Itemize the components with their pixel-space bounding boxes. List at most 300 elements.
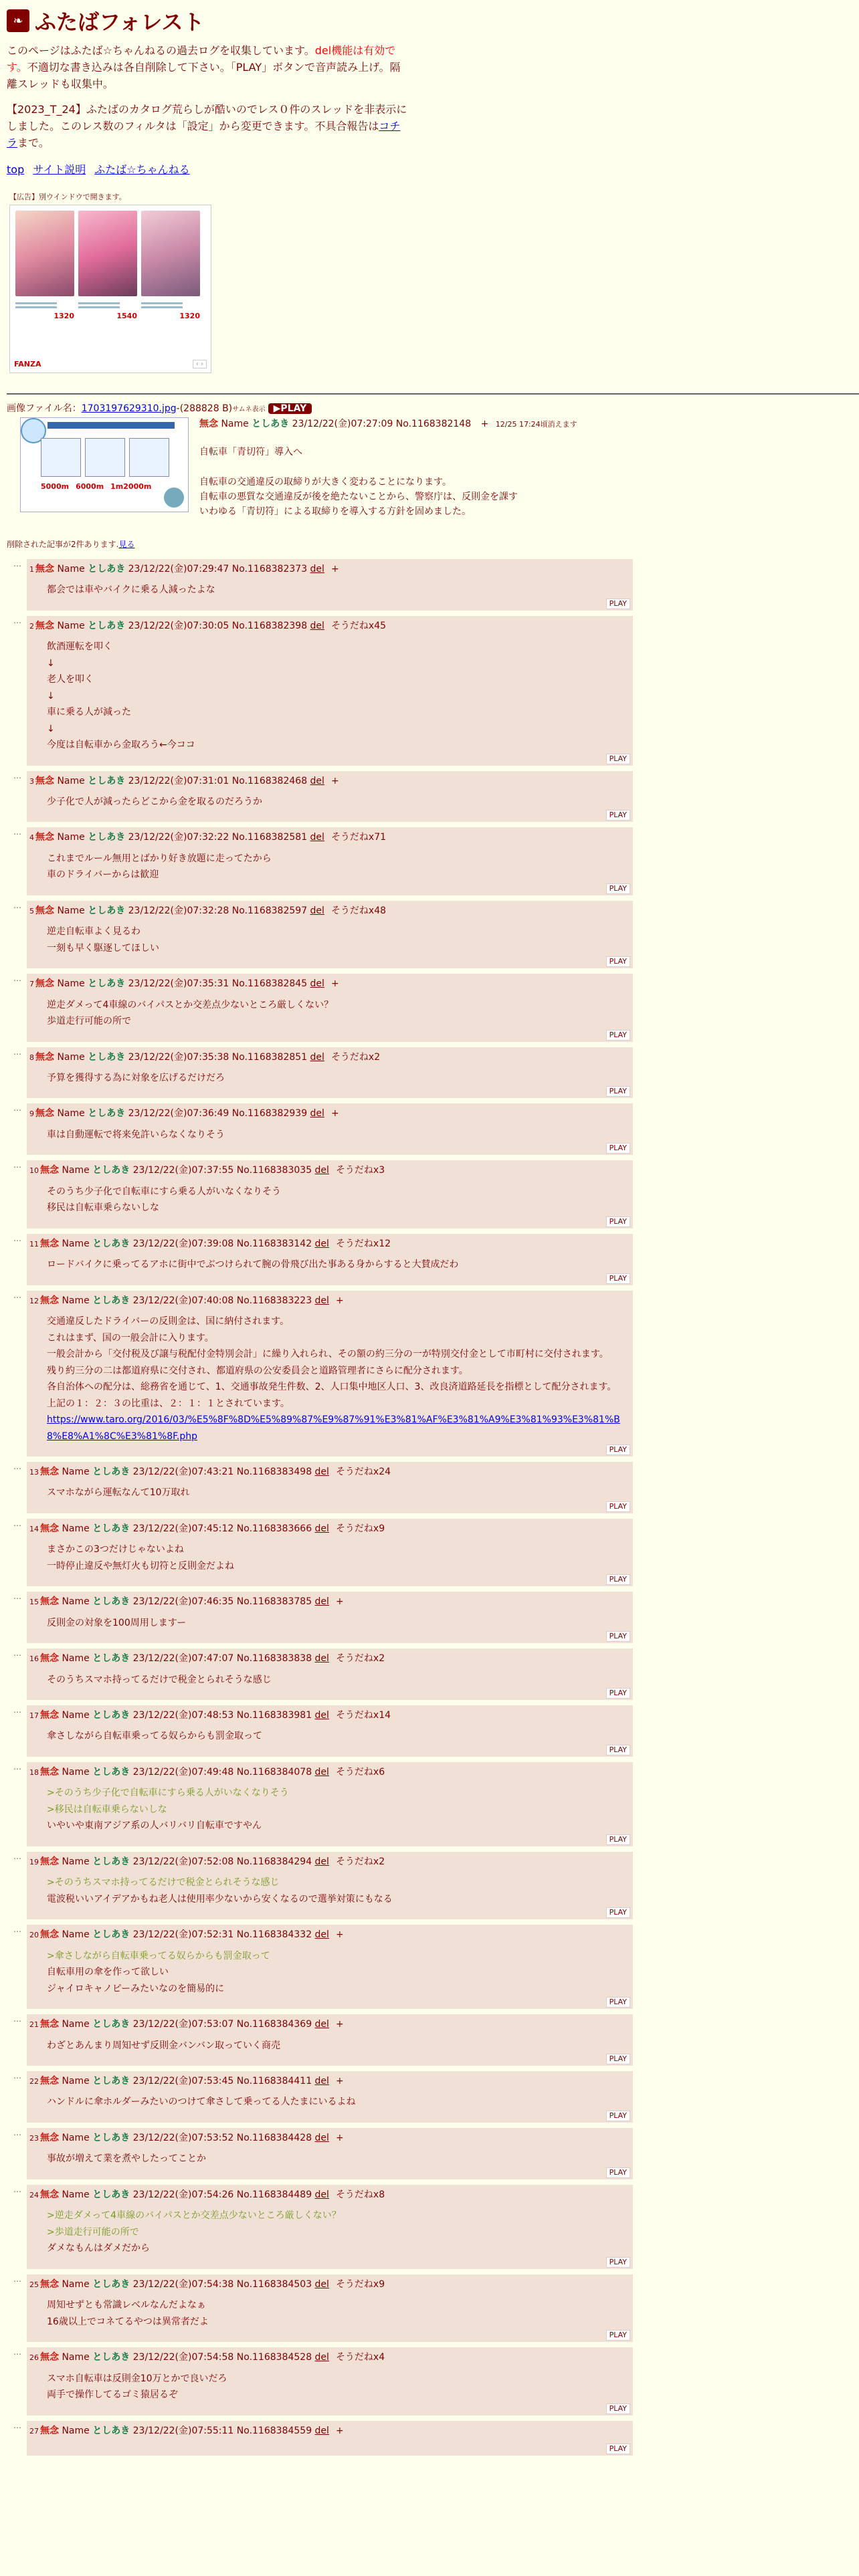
del-link[interactable]: del (310, 978, 324, 990)
reply-number: 21 (29, 2020, 39, 2030)
reply (13, 1519, 852, 1586)
reply-body (27, 2128, 633, 2179)
reply (13, 559, 852, 611)
play-button[interactable]: PLAY (606, 2330, 630, 2341)
reply-body (27, 1462, 633, 1513)
reply-gap (7, 822, 852, 827)
reply-header (29, 562, 628, 576)
reply-name: としあき (92, 1856, 130, 1867)
del-link[interactable]: del (314, 2019, 329, 2030)
report-link[interactable]: コチラ (7, 120, 401, 149)
reply-text (47, 924, 628, 956)
reply-gap (7, 1846, 852, 1852)
reply-subject: 無念 (35, 563, 54, 574)
ad-brand[interactable]: FANZA (14, 359, 41, 368)
reply-name-label: Name (59, 2019, 93, 2030)
reply-text (47, 794, 628, 811)
sodane-button[interactable]: そうだねx2 (330, 1051, 381, 1063)
op-thumbnail[interactable] (20, 417, 189, 512)
reply-line: 反則金の対象を100周用しますー (47, 1617, 187, 1628)
reply-body (27, 1234, 633, 1285)
del-link[interactable]: del (314, 1596, 329, 1608)
reply-gap (7, 2179, 852, 2185)
ad-images (10, 205, 211, 299)
reply-header (29, 2131, 628, 2145)
play-button[interactable]: PLAY (606, 1444, 630, 1455)
reply-header (29, 1237, 628, 1251)
reply-name-label: Name (54, 832, 88, 843)
op-name: としあき (252, 418, 290, 429)
play-button[interactable]: PLAY (606, 2167, 630, 2178)
del-link[interactable]: del (314, 1653, 329, 1665)
del-link[interactable]: del (314, 2189, 329, 2200)
sodane-button[interactable]: そうだねx8 (335, 2189, 385, 2200)
play-button[interactable]: PLAY (606, 1574, 630, 1585)
del-link[interactable]: del (314, 2132, 329, 2143)
reply-subject: 無念 (35, 1108, 54, 1119)
ad-label: 【広告】別ウインドウで開きます。 (9, 192, 126, 201)
reply-subject: 無念 (35, 775, 54, 786)
del-link[interactable]: del (314, 1467, 329, 1478)
sodane-button[interactable]: そうだねx9 (335, 2278, 385, 2290)
del-link[interactable]: del (314, 1238, 329, 1249)
reply-gap (7, 1098, 852, 1103)
reply-gap (7, 1513, 852, 1519)
play-button[interactable]: PLAY (606, 1030, 630, 1041)
del-link[interactable]: del (310, 775, 324, 786)
reply-gap (7, 1285, 852, 1291)
play-button[interactable]: PLAY (606, 1086, 630, 1097)
reply-gap (7, 2342, 852, 2347)
reply-dots: … (13, 615, 21, 625)
sodane-button[interactable]: そうだねx14 (335, 1710, 391, 1721)
reply-header (29, 1765, 628, 1780)
sodane-button[interactable]: + (335, 1596, 344, 1608)
sodane-button[interactable]: + (335, 1295, 344, 1306)
op-subject: 無念 (199, 418, 218, 429)
reply-number: 16 (29, 1654, 39, 1664)
reply-text (47, 2297, 628, 2330)
ad-banner[interactable] (9, 205, 211, 373)
thumb-note: サムネ表示 (232, 405, 266, 413)
play-button[interactable]: PLAY (606, 1745, 630, 1755)
ad-image[interactable] (141, 211, 200, 296)
reply-header (29, 1293, 628, 1308)
reply-name-label: Name (59, 1523, 93, 1534)
op-line: 自転車の交通違反の取締りが大きく変わることになります。 (199, 476, 452, 488)
play-button[interactable]: PLAY (606, 2444, 630, 2454)
op-file-link[interactable]: 1703197629310.jpg (81, 403, 177, 414)
reply-line: 逆走自転車よく見るわ (47, 926, 140, 938)
reply-line: 車のドライバーからは歓迎 (47, 869, 159, 881)
del-link[interactable]: del (310, 905, 324, 916)
reply-text (47, 1728, 628, 1745)
reply-text (47, 2094, 628, 2111)
reply-name: としあき (92, 1653, 130, 1665)
reply-dots: … (13, 1518, 21, 1528)
sodane-button[interactable]: + (335, 2076, 344, 2087)
del-link[interactable]: del (314, 1766, 329, 1778)
reply-body (27, 901, 633, 968)
reply-name-label: Name (59, 1653, 93, 1665)
reply-gap (7, 1757, 852, 1762)
reply-dots: … (13, 1233, 21, 1243)
play-button[interactable]: PLAY (606, 956, 630, 967)
reply-line: いやいや東南アジア系の人バリバリ自転車ですやん (47, 1820, 262, 1832)
play-button[interactable]: PLAY (606, 883, 630, 894)
del-link[interactable]: del (314, 1710, 329, 1721)
reply-datetime: 23/12/22(金)07:54:38 No.1168384503 (130, 2278, 315, 2290)
play-button[interactable]: PLAY (606, 1834, 630, 1845)
reply-gap (7, 766, 852, 771)
reply-header (29, 976, 628, 991)
reply (13, 974, 852, 1041)
del-link[interactable]: del (314, 2352, 329, 2363)
reply-datetime: 23/12/22(金)07:53:45 No.1168384411 (130, 2076, 315, 2087)
thumb-avatar-icon (164, 488, 184, 508)
reply-datetime: 23/12/22(金)07:54:26 No.1168384489 (130, 2189, 315, 2200)
reply-text (47, 582, 628, 599)
reply (13, 2274, 852, 2342)
reply-subject: 無念 (35, 905, 54, 916)
reply-line: 逆走ダメって4車線のバイパスとか交差点少ないところ厳しくない？ (47, 999, 334, 1010)
sodane-button[interactable]: + (335, 2425, 344, 2436)
ad-image[interactable] (78, 211, 137, 296)
play-button[interactable]: PLAY (606, 1997, 630, 2008)
play-button[interactable]: PLAY (606, 1143, 630, 1154)
quote-line: >そのうちスマホ持ってるだけで税金とられそうな感じ (47, 1877, 280, 1889)
reply-subject: 無念 (40, 2425, 59, 2436)
reply-header (29, 2074, 628, 2088)
del-link[interactable]: del (310, 620, 324, 631)
reply-line: 残り約三分の二は都道府県に交付され、都道府県の公安委員会と道路管理者にさらに配分されます。 (47, 1365, 468, 1376)
show-deleted-link[interactable]: 見る (118, 539, 135, 549)
sodane-button[interactable]: そうだねx45 (330, 620, 387, 631)
op-sodane-button[interactable]: + (480, 418, 489, 429)
reply-subject: 無念 (40, 1295, 59, 1306)
sodane-button[interactable]: + (330, 1108, 339, 1119)
reply-datetime: 23/12/22(金)07:35:38 No.1168382851 (125, 1051, 310, 1063)
reply-gap (7, 1155, 852, 1160)
reply-name-label: Name (59, 1165, 93, 1176)
reply-text (47, 1948, 628, 1998)
sodane-button[interactable]: そうだねx24 (335, 1467, 391, 1478)
sodane-button[interactable]: + (335, 2019, 344, 2030)
reply-line: 一般会計から「交付税及び譲与税配付金特別会計」に繰り入れられ、その額の約三分の一が特別交付金として市町村に交付されます。 (47, 1349, 609, 1360)
reply-list (7, 559, 852, 2461)
reply-gap (7, 1042, 852, 1047)
reply-name: としあき (92, 2352, 130, 2363)
file-size: -(288828 B) (176, 403, 233, 414)
ad-nav[interactable]: ‹ › (193, 360, 207, 368)
reply-header (29, 1651, 628, 1666)
reply (13, 2128, 852, 2179)
reply-line: 自転車用の傘を作って欲しい (47, 1967, 169, 1978)
sodane-button[interactable]: そうだねx4 (335, 2352, 385, 2363)
reply-header (29, 1465, 628, 1479)
ad-title[interactable] (15, 300, 74, 310)
reply-datetime: 23/12/22(金)07:45:12 No.1168383666 (130, 1523, 315, 1534)
reply-text (47, 2371, 628, 2403)
op-expire: 12/25 17:24頃消えます (495, 419, 577, 429)
ad-image[interactable] (15, 211, 74, 296)
reply-line: 交通違反したドライバーの反則金は、国に納付されます。 (47, 1316, 290, 1327)
reply-subject: 無念 (35, 1051, 54, 1063)
del-link[interactable]: del (310, 563, 324, 574)
sodane-button[interactable]: + (330, 978, 339, 990)
thumb-fine: 1m2000m (110, 481, 152, 491)
reply-subject: 無念 (40, 2076, 59, 2087)
reply-subject: 無念 (40, 2019, 59, 2030)
reply-name: としあき (88, 775, 126, 786)
play-button[interactable]: PLAY (606, 1273, 630, 1284)
play-button[interactable]: PLAY (606, 2403, 630, 2414)
reply-gap (7, 1700, 852, 1705)
reply-dots: … (13, 974, 21, 984)
reply-dots: … (13, 1047, 21, 1057)
reply-name: としあき (92, 2189, 130, 2200)
play-button[interactable]: PLAY (606, 810, 630, 821)
reply-text (47, 639, 628, 754)
reply-line: 両手で操作してるゴミ猿居るぞ (47, 2389, 178, 2400)
reply-header (29, 2424, 628, 2438)
sodane-button[interactable]: そうだねx2 (335, 1856, 385, 1867)
reply-dots: … (13, 900, 21, 910)
reply-body (27, 1103, 633, 1155)
reply-name: としあき (92, 2425, 130, 2436)
reply-subject: 無念 (40, 1467, 59, 1478)
sodane-button[interactable]: そうだねx6 (335, 1766, 385, 1778)
sodane-button[interactable]: + (335, 2132, 344, 2143)
reply-text (47, 1184, 628, 1216)
sodane-button[interactable]: そうだねx3 (335, 1165, 385, 1176)
del-link[interactable]: del (314, 1165, 329, 1176)
reply-name-label: Name (59, 1238, 93, 1249)
sodane-button[interactable]: + (330, 775, 339, 786)
del-link[interactable]: del (310, 1051, 324, 1063)
reply-text (47, 1615, 628, 1632)
top-link[interactable]: top (7, 163, 25, 176)
del-link[interactable]: del (314, 2076, 329, 2087)
reply-body (27, 1519, 633, 1586)
reply-url-link[interactable]: https://www.taro.org/2016/03/%E5%8F%8D%E5%89%87%E9%87%91%E3%81%AF%E3%81%A9%E3%81%93%E3%81%B8%E8%A1%8C%E3%81%8F.php (47, 1414, 620, 1442)
futaba-logo-icon[interactable]: ❧ (7, 9, 29, 32)
reply-subject: 無念 (40, 1856, 59, 1867)
reply-number: 8 (29, 1053, 34, 1062)
reply (13, 2347, 852, 2415)
intro-text: このページはふたば☆ちゃんねるの過去ログを収集しています。 (7, 44, 315, 57)
reply-line: 車は自動運転で将来免許いらなくなりそう (47, 1129, 225, 1140)
sodane-button[interactable]: + (335, 1929, 344, 1941)
reply-line: ダメなもんはダメだから (47, 2243, 150, 2254)
reply-line: 一時停止違反や無灯火も切符と反則金だよね (47, 1560, 234, 1572)
reply-dots: … (13, 1290, 21, 1300)
play-button[interactable]: PLAY (606, 599, 630, 609)
reply-dots: … (13, 2347, 21, 2357)
reply-datetime: 23/12/22(金)07:48:53 No.1168383981 (130, 1710, 315, 1721)
reply-number: 27 (29, 2426, 39, 2436)
site-header (7, 5, 852, 36)
play-button[interactable]: PLAY (606, 754, 630, 764)
reply-gap (7, 1919, 852, 1925)
del-link[interactable]: del (310, 832, 324, 843)
reply-datetime: 23/12/22(金)07:55:11 No.1168384559 (130, 2425, 315, 2436)
reply-line: 少子化で人が減ったらどこから金を取るのだろうか (47, 796, 262, 807)
reply-number: 15 (29, 1598, 39, 1607)
reply-line: 16歳以上でコネてるやつは異常者だよ (47, 2316, 209, 2327)
reply-datetime: 23/12/22(金)07:46:35 No.1168383785 (130, 1596, 315, 1608)
reply-number: 5 (29, 906, 34, 916)
quote-line: >移民は自転車乗らないしな (47, 1804, 167, 1815)
reply-name-label: Name (54, 978, 88, 990)
op-datetime: 23/12/22(金)07:27:09 No.1168382148 (292, 418, 472, 429)
reply-name: としあき (92, 1596, 130, 1608)
thumb-fines (41, 482, 151, 491)
reply-line: スマホ自転車は反則金10万とかで良いだろ (47, 2373, 227, 2384)
reply-dots: … (13, 558, 21, 568)
reply-number: 18 (29, 1767, 39, 1777)
top-links (7, 161, 852, 177)
ad-title[interactable] (141, 300, 200, 310)
reply-number: 7 (29, 980, 34, 989)
reply-name-label: Name (59, 1295, 93, 1306)
del-link[interactable]: del (314, 1523, 329, 1534)
reply-header (29, 903, 628, 918)
reply-datetime: 23/12/22(金)07:32:28 No.1168382597 (125, 905, 310, 916)
del-link[interactable]: del (310, 1108, 324, 1119)
divider (7, 393, 859, 395)
op-line: いわゆる「青切符」による取締りを導入する方針を固めました。 (199, 506, 471, 518)
reply-header (29, 774, 628, 788)
reply-name: としあき (88, 620, 126, 631)
reply-header (29, 1594, 628, 1609)
reply-gap (7, 2416, 852, 2421)
play-button[interactable]: PLAY (606, 1631, 630, 1642)
reply-name: としあき (92, 1710, 130, 1721)
reply-name-label: Name (59, 1710, 93, 1721)
reply-number: 11 (29, 1239, 39, 1249)
play-button[interactable]: PLAY (606, 1907, 630, 1918)
reply-dots: … (13, 2071, 21, 2081)
reply-subject: 無念 (40, 1653, 59, 1665)
play-button[interactable]: PLAY (606, 1216, 630, 1227)
op-line: 自転車の悪質な交通違反が後を絶たないことから、警察庁は、反則金を課す (199, 491, 518, 502)
reply-subject: 無念 (35, 978, 54, 990)
reply-line: そのうち少子化で自転車にすら乗る人がいなくなりそう (47, 1186, 281, 1197)
op-line: 自転車「青切符」導入へ (199, 446, 302, 457)
play-button[interactable]: PLAY (606, 1501, 630, 1512)
reply-name-label: Name (54, 563, 88, 574)
reply-dots: … (13, 2014, 21, 2024)
reply-datetime: 23/12/22(金)07:52:08 No.1168384294 (130, 1856, 315, 1867)
play-button[interactable]: PLAY (606, 2111, 630, 2121)
reply-line: ロードバイクに乗ってるアホに街中でぶつけられて腕の骨飛び出た事ある身からすると大賛成だわ (47, 1259, 459, 1271)
sodane-button[interactable]: + (330, 563, 339, 574)
reply-name-label: Name (59, 2076, 93, 2087)
intro-paragraph-2 (7, 102, 408, 151)
intro-text-2: 不適切な書き込みは各自削除して下さい。「PLAY」ボタンで音声読み上げ。隔離スレッドも収集中。 (7, 60, 401, 90)
reply-line: 各自治体への配分は、総務省を通じて、1、交通事故発生件数、2、人口集中地区人口、3、改良済道路延長を指標として配分されます。 (47, 1382, 617, 1393)
site-info-link[interactable]: サイト説明 (33, 163, 86, 176)
reply-body (27, 1291, 633, 1457)
reply-body (27, 771, 633, 823)
play-button[interactable]: PLAY (606, 2054, 630, 2064)
reply-name-label: Name (59, 1856, 93, 1867)
reply-name-label: Name (54, 1108, 88, 1119)
del-link[interactable]: del (314, 1295, 329, 1306)
reply-gap (7, 1228, 852, 1234)
reply-number: 23 (29, 2133, 39, 2143)
reply-datetime: 23/12/22(金)07:37:55 No.1168383035 (130, 1165, 315, 1176)
site-title[interactable]: ふたばフォレスト (35, 9, 205, 35)
reply-datetime: 23/12/22(金)07:52:31 No.1168384332 (130, 1929, 315, 1941)
file-label: 画像ファイル名： (7, 403, 82, 414)
del-link[interactable]: del (314, 1856, 329, 1867)
ad-titles (10, 299, 211, 312)
reply-body (27, 1762, 633, 1846)
reply (13, 1762, 852, 1846)
reply-number: 1 (29, 564, 34, 574)
sodane-button[interactable]: そうだねx12 (335, 1238, 391, 1249)
reply-name-label: Name (59, 1929, 93, 1941)
reply-header (29, 1106, 628, 1121)
reply-header (29, 830, 628, 845)
op-text (199, 445, 577, 520)
futaba-link[interactable]: ふたば☆ちゃんねる (94, 163, 190, 176)
del-link[interactable]: del (314, 1929, 329, 1941)
reply-subject: 無念 (40, 1523, 59, 1534)
reply-dots: … (13, 1103, 21, 1113)
ad-title[interactable] (78, 300, 137, 310)
reply-subject: 無念 (40, 2278, 59, 2290)
del-link[interactable]: del (314, 2425, 329, 2436)
reply-text (47, 1672, 628, 1689)
reply-line: 事故が増えて業を煮やしたってことか (47, 2153, 206, 2165)
reply-datetime: 23/12/22(金)07:31:01 No.1168382468 (125, 775, 310, 786)
reply-subject: 無念 (40, 2352, 59, 2363)
sodane-button[interactable]: そうだねx48 (330, 905, 387, 916)
reply (13, 2185, 852, 2269)
reply-name-label: Name (59, 2189, 93, 2200)
reply (13, 1047, 852, 1099)
sodane-button[interactable]: そうだねx71 (330, 832, 387, 843)
reply-name: としあき (88, 1051, 126, 1063)
reply-line: そのうちスマホ持ってるだけで税金とられそうな感じ (47, 1674, 272, 1685)
reply-name-label: Name (59, 2352, 93, 2363)
sodane-button[interactable]: そうだねx2 (335, 1653, 385, 1665)
reply-body (27, 1160, 633, 1228)
reply-datetime: 23/12/22(金)07:53:52 No.1168384428 (130, 2132, 315, 2143)
reply-name: としあき (88, 563, 126, 574)
reply-body (27, 1852, 633, 1919)
reply (13, 901, 852, 968)
intro (7, 43, 852, 152)
reply-subject: 無念 (40, 1929, 59, 1941)
reply-name: としあき (92, 2132, 130, 2143)
play-button[interactable]: PLAY (606, 1688, 630, 1699)
reply-name: としあき (92, 1295, 130, 1306)
reply-body (27, 616, 633, 766)
del-link[interactable]: del (314, 2278, 329, 2290)
reply-line: 上記の１：２：３の比重は、２：１：１とされています。 (47, 1398, 290, 1409)
reply-name: としあき (92, 1238, 130, 1249)
reply-name-label: Name (54, 1051, 88, 1063)
play-button[interactable]: PLAY (606, 2257, 630, 2268)
op-post (20, 417, 852, 520)
reply-text (47, 851, 628, 883)
sodane-button[interactable]: そうだねx9 (335, 1523, 385, 1534)
op-play-button[interactable]: ▶PLAY (268, 403, 312, 414)
